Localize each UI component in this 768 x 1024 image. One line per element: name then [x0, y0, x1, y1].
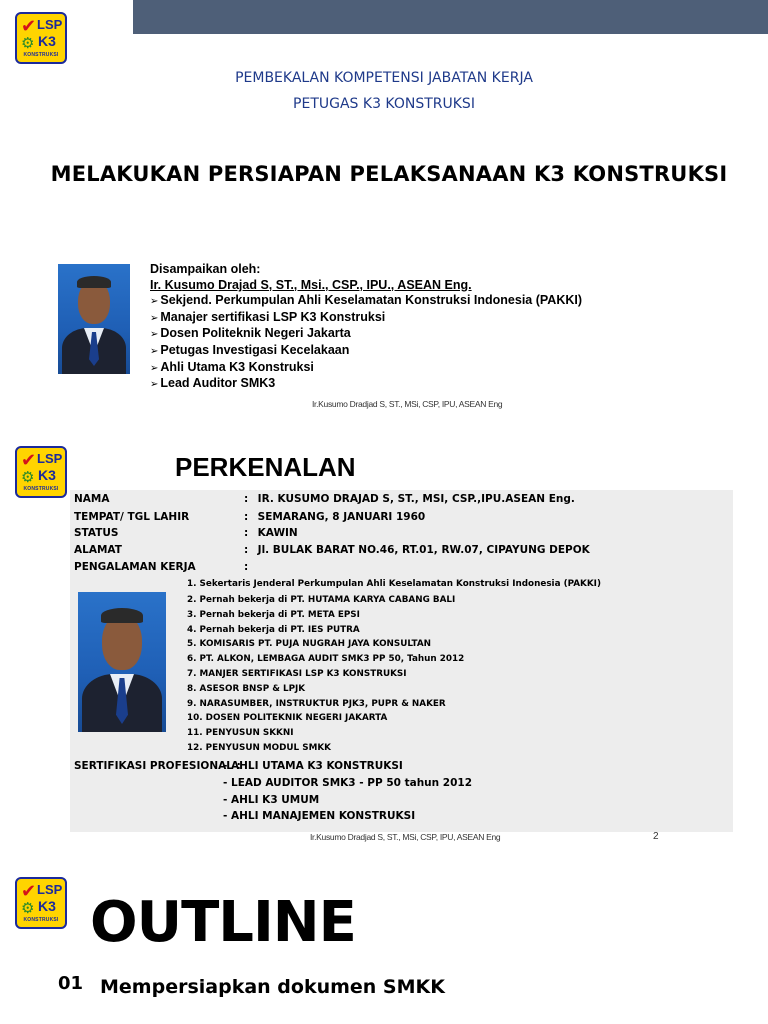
experience-item: 6. PT. ALKON, LEMBAGA AUDIT SMK3 PP 50, Tahun 2012 — [187, 654, 465, 664]
bio-row-address: ALAMAT : Jl. BULAK BARAT NO.46, RT.01, RW.07, CIPAYUNG DEPOK — [74, 544, 590, 556]
bio-row-experience: PENGALAMAN KERJA : — [74, 561, 249, 573]
experience-item: 8. ASESOR BNSP & LPJK — [187, 684, 306, 694]
outline-item-number: 01 — [58, 973, 84, 994]
bio-row-name: NAMA : IR. KUSUMO DRAJAD S, ST., MSI, CSP.,IPU.ASEAN Eng. — [74, 493, 575, 505]
presenter-role: ➢ Ahli Utama K3 Konstruksi — [150, 360, 582, 377]
bio-photo — [78, 592, 166, 732]
slide-footer: Ir.Kusumo Dradjad S, ST., MSi, CSP, IPU, ASEAN Eng — [310, 832, 501, 842]
experience-item: 10. DOSEN POLITEKNIK NEGERI JAKARTA — [187, 713, 388, 723]
experience-item: 11. PENYUSUN SKKNI — [187, 728, 294, 738]
lsp-k3-logo: ✔ LSP ⚙ K3 KONSTRUKSI — [15, 12, 67, 64]
presenter-role: ➢ Sekjend. Perkumpulan Ahli Keselamatan Konstruksi Indonesia (PAKKI) — [150, 293, 582, 310]
experience-item: 7. MANJER SERTIFIKASI LSP K3 KONSTRUKSI — [187, 669, 407, 679]
subtitle-line-2: PETUGAS K3 KONSTRUKSI — [293, 96, 475, 112]
bio-panel — [70, 490, 733, 832]
presenter-role: ➢ Petugas Investigasi Kecelakaan — [150, 343, 582, 360]
presenter-name: Ir. Kusumo Drajad S, ST., Msi., CSP., IPU., ASEAN Eng. — [150, 277, 472, 292]
outline-item-text: Mempersiapkan dokumen SMKK — [100, 976, 445, 998]
slide-cover — [0, 0, 768, 418]
gear-icon: ⚙ — [21, 468, 35, 486]
experience-item: 12. PENYUSUN MODUL SMKK — [187, 743, 331, 753]
outline-title: OUTLINE — [90, 890, 356, 955]
experience-item: 4. Pernah bekerja di PT. IES PUTRA — [187, 625, 360, 635]
check-icon: ✔ — [21, 881, 37, 902]
experience-item: 3. Pernah bekerja di PT. META EPSI — [187, 610, 360, 620]
cert-item: - AHLI UTAMA K3 KONSTRUKSI — [223, 760, 403, 772]
subtitle-line-1: PEMBEKALAN KOMPETENSI JABATAN KERJA — [235, 70, 533, 86]
presenter-info — [150, 262, 582, 393]
introduction-title: PERKENALAN — [175, 452, 356, 482]
top-banner — [133, 0, 768, 34]
experience-item: 2. Pernah bekerja di PT. HUTAMA KARYA CABANG BALI — [187, 595, 456, 605]
check-icon: ✔ — [21, 450, 37, 471]
slide-footer: Ir.Kusumo Dradjad S, ST., MSi, CSP, IPU, ASEAN Eng — [312, 399, 503, 409]
cert-item: - AHLI MANAJEMEN KONSTRUKSI — [223, 810, 416, 822]
experience-item: 1. Sekertaris Jenderal Perkumpulan Ahli Keselamatan Konstruksi Indonesia (PAKKI) — [187, 579, 601, 589]
presenter-role: ➢ Lead Auditor SMK3 — [150, 376, 582, 393]
experience-item: 5. KOMISARIS PT. PUJA NUGRAH JAYA KONSULTAN — [187, 639, 432, 649]
page-number: 2 — [653, 831, 659, 842]
check-icon: ✔ — [21, 16, 37, 37]
gear-icon: ⚙ — [21, 899, 35, 917]
cert-item: - LEAD AUDITOR SMK3 - PP 50 tahun 2012 — [223, 777, 473, 789]
lsp-k3-logo: ✔ LSP ⚙ K3 KONSTRUKSI — [15, 877, 67, 929]
cert-label: SERTIFIKASI PROFESIONAL : — [74, 760, 241, 772]
cert-item: - AHLI K3 UMUM — [223, 794, 320, 806]
presenter-role: ➢ Dosen Politeknik Negeri Jakarta — [150, 326, 582, 343]
presenter-role: ➢ Manajer sertifikasi LSP K3 Konstruksi — [150, 310, 582, 327]
experience-item: 9. NARASUMBER, INSTRUKTUR PJK3, PUPR & NAKER — [187, 699, 446, 709]
lsp-k3-logo: ✔ LSP ⚙ K3 KONSTRUKSI — [15, 446, 67, 498]
bio-row-birth: TEMPAT/ TGL LAHIR : SEMARANG, 8 JANUARI 1960 — [74, 511, 426, 523]
bio-row-status: STATUS : KAWIN — [74, 527, 298, 539]
cover-title: MELAKUKAN PERSIAPAN PELAKSANAAN K3 KONSTRUKSI — [50, 162, 728, 186]
gear-icon: ⚙ — [21, 34, 35, 52]
presenter-photo — [58, 264, 130, 374]
presenter-intro: Disampaikan oleh: — [150, 262, 261, 276]
